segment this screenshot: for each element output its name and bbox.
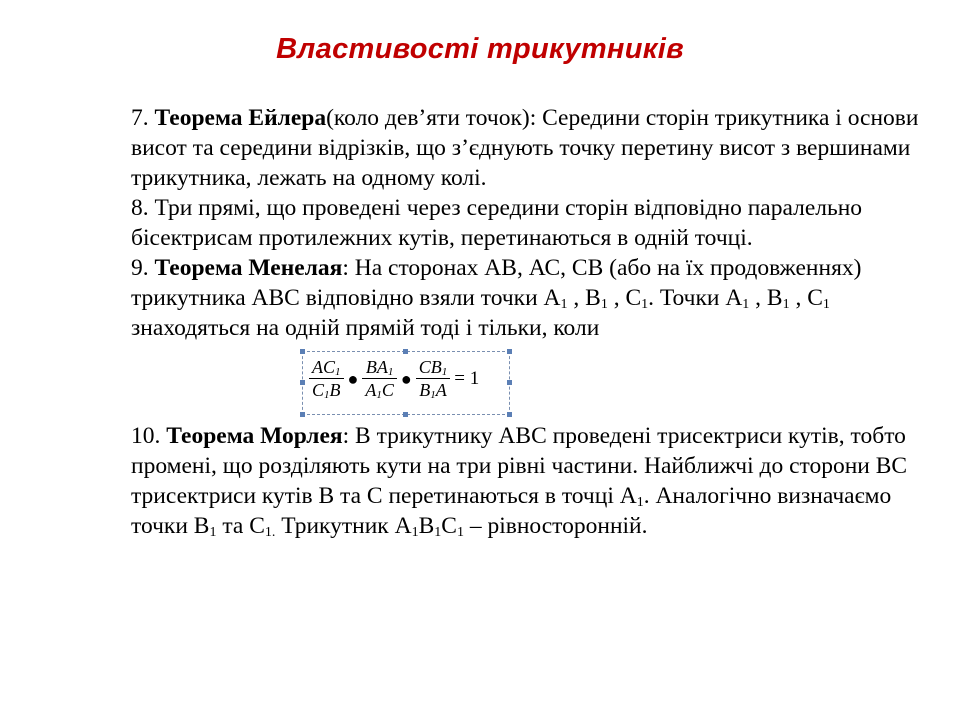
- property-7-number: 7.: [131, 105, 155, 131]
- fraction-ac1-c1b: [309, 356, 344, 401]
- property-9-text: , С: [789, 285, 823, 311]
- euler-theorem-heading: Теорема Ейлера: [154, 105, 327, 131]
- subscript: 1: [782, 297, 790, 312]
- resize-handle[interactable]: [507, 349, 512, 354]
- fraction-cb1-b1a: [416, 356, 451, 401]
- subscript: 1: [822, 297, 830, 312]
- menelaus-formula: [309, 356, 479, 401]
- subscript: 1.: [264, 525, 276, 540]
- subscript: 1: [600, 297, 608, 312]
- subscript: 1: [456, 525, 464, 540]
- property-9-text: , В: [749, 285, 783, 311]
- morley-theorem-heading: Теорема Морлея: [166, 423, 343, 449]
- fraction-denominator: $B_1A$: [419, 380, 447, 401]
- subscript: 1: [209, 525, 217, 540]
- resize-handle[interactable]: [403, 349, 408, 354]
- subscript: 1: [641, 297, 649, 312]
- menelaus-formula-object[interactable]: [302, 351, 510, 415]
- property-9-text: : На сторонах АВ, АС, СВ (або на їх продовженнях) трикутника АВС відповідно взяли точки А: [131, 255, 862, 311]
- property-9: [131, 253, 921, 343]
- subscript: 1: [636, 495, 644, 510]
- subscript: 1: [742, 297, 750, 312]
- fraction-numerator: $BA_1$: [365, 357, 394, 378]
- resize-handle[interactable]: [300, 380, 305, 385]
- property-9-text: , В: [567, 285, 601, 311]
- property-9-number: 9.: [131, 255, 155, 281]
- property-10-text: – рівносторонній.: [463, 513, 648, 539]
- equals-one: = 1: [454, 367, 480, 389]
- property-10: [131, 421, 921, 541]
- property-10-number: 10.: [131, 423, 167, 449]
- property-9-text: знаходяться на одній прямій тоді і тільки, коли: [131, 315, 600, 341]
- fraction-numerator: $AC_1$: [312, 357, 341, 378]
- multiplication-dot: ●: [400, 368, 412, 389]
- property-10-text: С: [441, 513, 457, 539]
- property-8: 8. Три прямі, що проведені через середини сторін відповідно паралельно бісектрисам протилежних кутів, перетинаються в одній точці.: [131, 195, 863, 251]
- property-10-text: та С: [216, 513, 265, 539]
- property-10-text: В: [418, 513, 435, 539]
- resize-handle[interactable]: [403, 412, 408, 417]
- property-10-text: Трикутник А: [275, 513, 412, 539]
- slide-body: [131, 103, 921, 541]
- multiplication-dot: ●: [347, 368, 359, 389]
- fraction-denominator: $A_1C$: [365, 380, 394, 401]
- property-9-text: . Точки А: [648, 285, 743, 311]
- resize-handle[interactable]: [507, 412, 512, 417]
- property-10-text: . Аналогічно визначаємо точки В: [131, 483, 892, 539]
- property-7: [131, 103, 921, 193]
- resize-handle[interactable]: [300, 412, 305, 417]
- property-10-text: : В трикутнику АВС проведені трисектриси кутів, тобто промені, що розділяють кути на три рівні частини. Найближчі до сторони ВС трисектриси кутів В та С перетинаються в точці А: [131, 423, 908, 509]
- fraction-ba1-a1c: [362, 356, 397, 401]
- property-7-text: (коло дев’яти точок): Середини сторін трикутника і основи висот та середини відрізків, що з’єднують точку перетину висот з вершинами трикутника, лежать на одному колі.: [131, 105, 919, 191]
- resize-handle[interactable]: [300, 349, 305, 354]
- subscript: 1: [411, 525, 419, 540]
- resize-handle[interactable]: [507, 380, 512, 385]
- menelaus-theorem-heading: Теорема Менелая: [154, 255, 343, 281]
- fraction-numerator: $CB_1$: [418, 357, 448, 378]
- fraction-denominator: $C_1B$: [312, 380, 341, 401]
- subscript: 1: [434, 525, 442, 540]
- subscript: 1: [560, 297, 568, 312]
- slide-title: Властивості трикутників: [276, 33, 684, 65]
- property-9-text: , С: [607, 285, 642, 311]
